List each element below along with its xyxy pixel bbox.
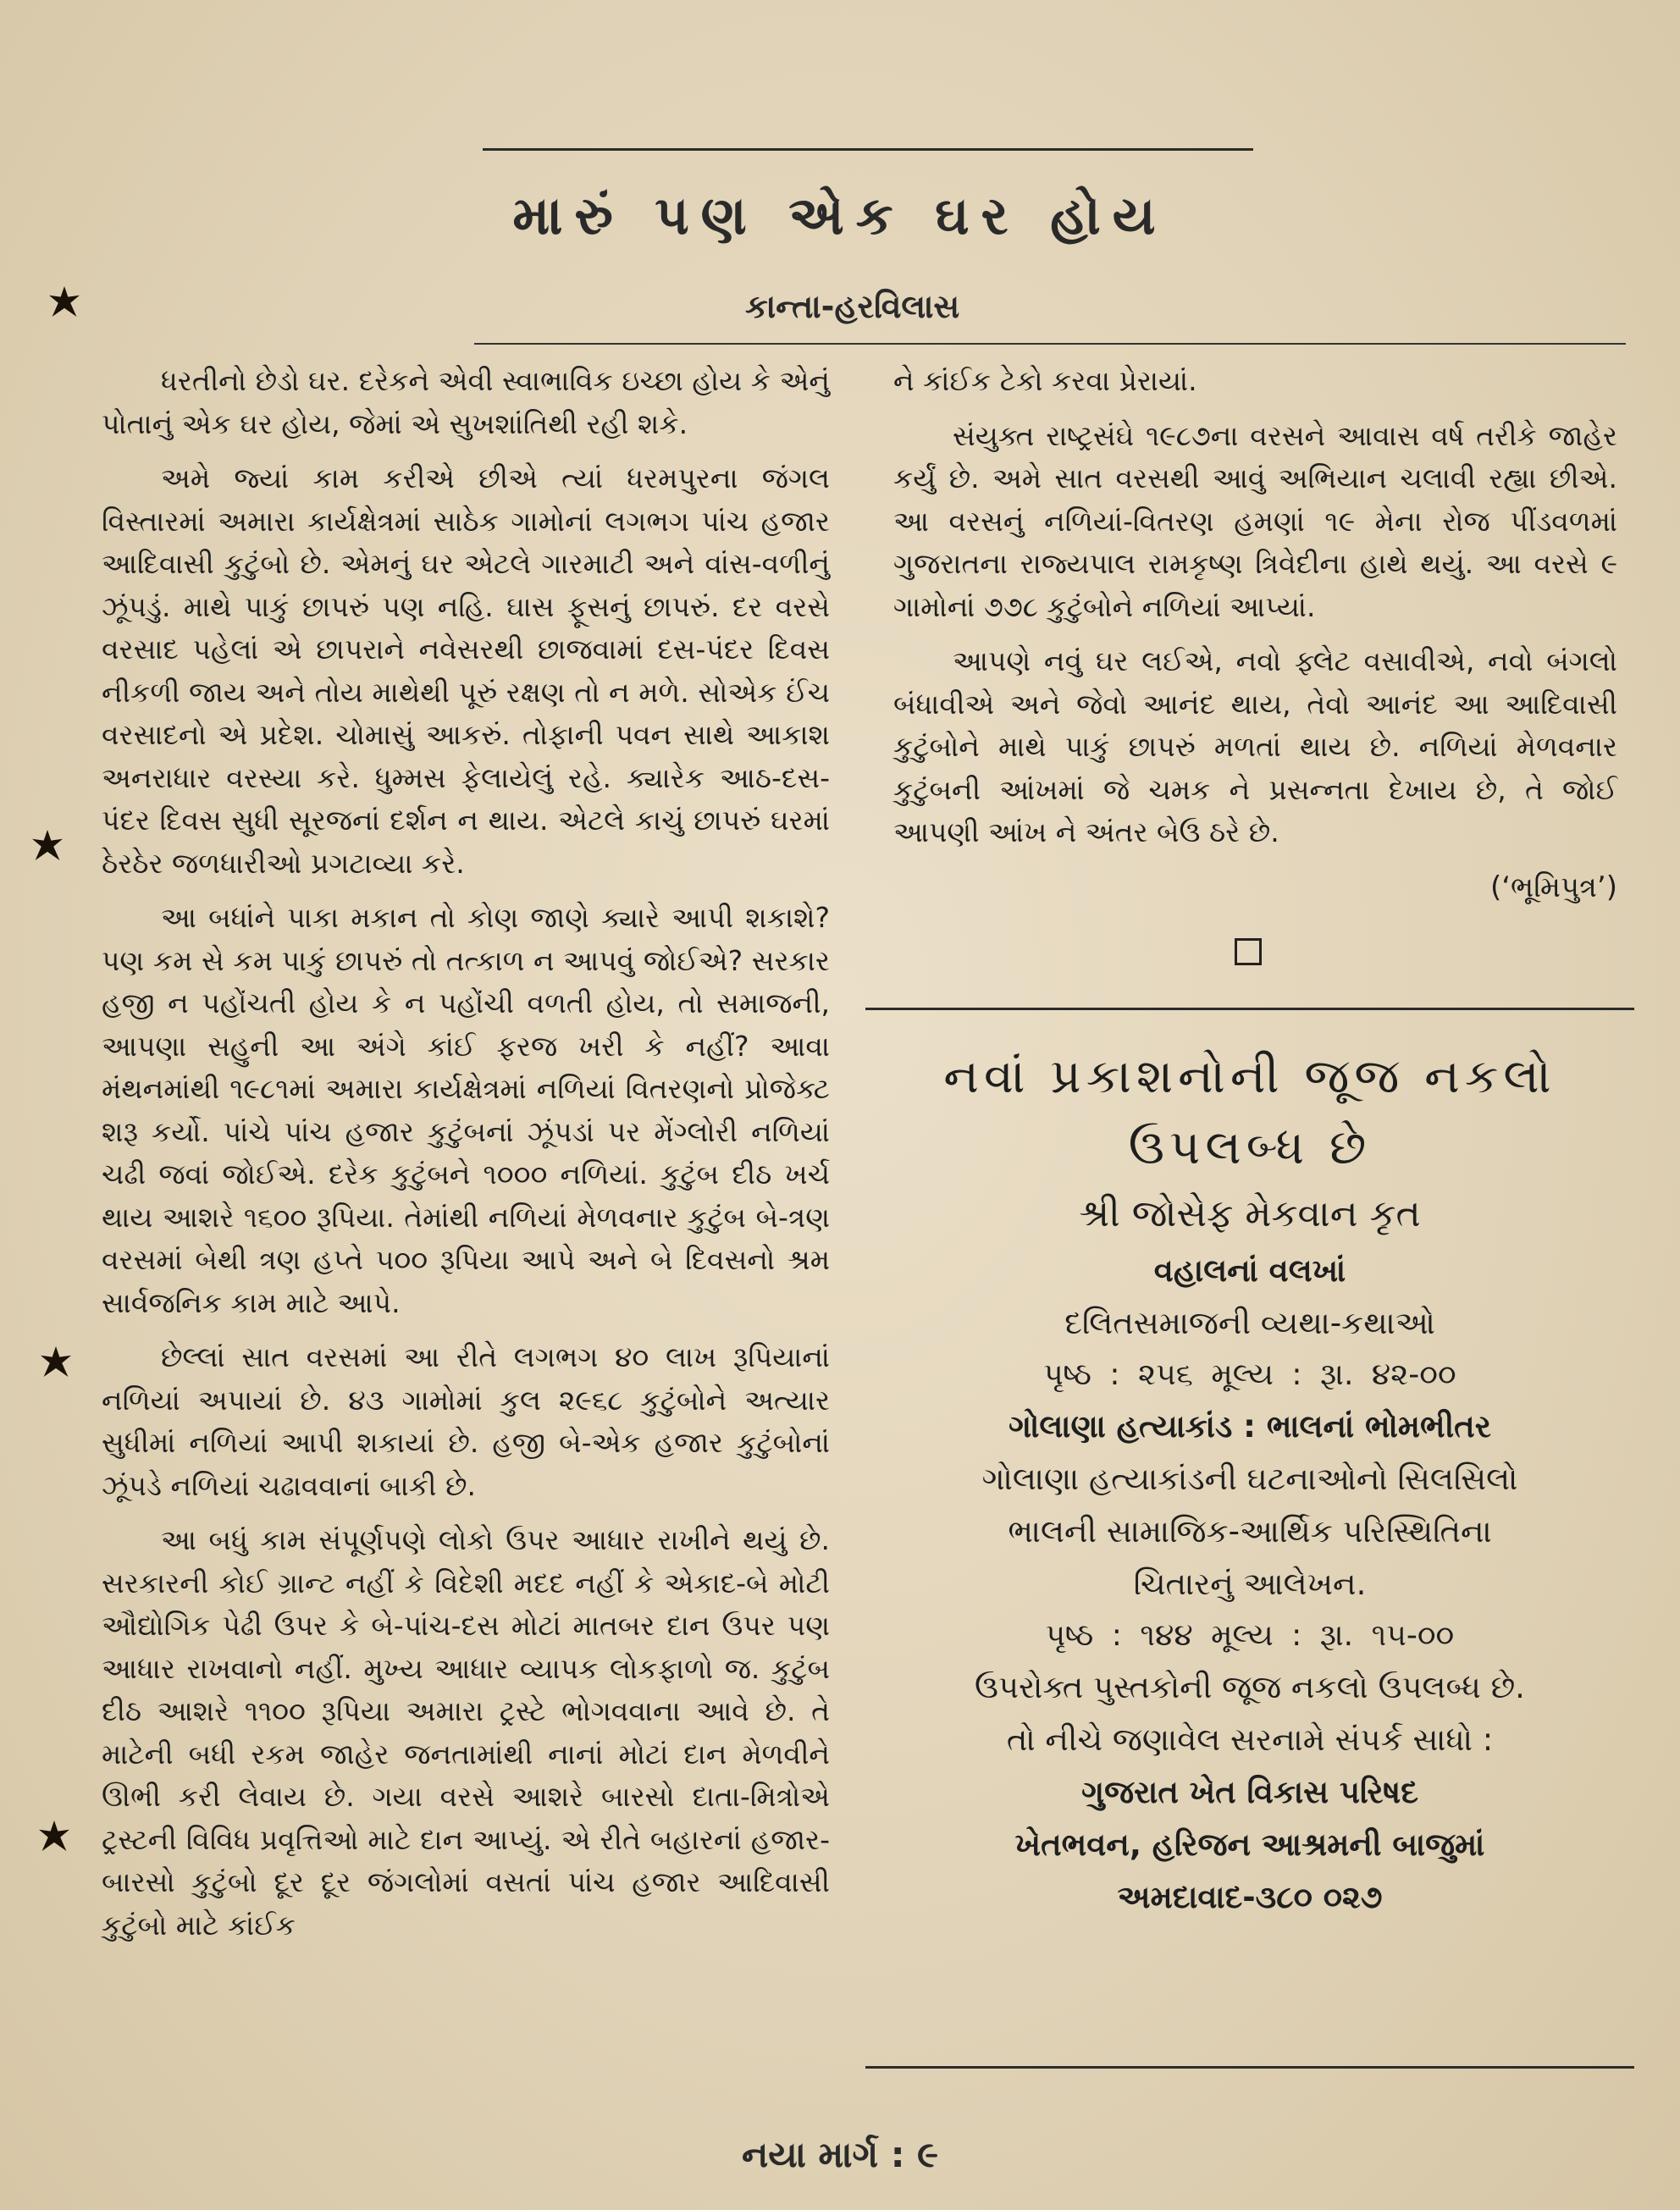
paragraph: ધરતીનો છેડો ઘર. દરેકને એવી સ્વાભાવિક ઇચ્છા હોય કે એનું પોતાનું એક ઘર હોય, જેમાં એ સુખશાંતિથી રહી શકે.	[102, 364, 830, 440]
ad-heading-line2: ઉપલબ્ધ છે	[1128, 1120, 1372, 1175]
ad-bottom-rule	[865, 2066, 1634, 2069]
paragraph: અમે જ્યાં કામ કરીએ છીએ ત્યાં ધરમપુરના જંગલ વિસ્તારમાં અમારા કાર્યક્ષેત્રમાં સાઠેક ગામોનાં લગભગ પાંચ હજાર આદિવાસી કુટુંબો છે. એમનું ઘર એટલે ગારમાટી અને વાંસ-વળીનું ઝૂંપડું. માથે પાકું છાપરું પણ નહિ. ઘાસ ફૂસનું છાપરું. દર વરસે વરસાદ પહેલાં એ છાપરાને નવેસરથી છાજવામાં દસ-પંદર દિવસ નીકળી જાય અને તોય માથેથી પૂરું રક્ષણ તો ન મળે. સોએક ઈંચ વરસાદનો એ પ્રદેશ. ચોમાસું આકરું. તોફાની પવન સાથે આકાશ અનરાધાર વરસ્યા કરે. ધુમ્મસ ફેલાયેલું રહે. ક્યારેક આઠ-દસ-પંદર દિવસ સુધી સૂરજનાં દર્શન ન થાય. એટલે કાચું છાપરું ઘરમાં ઠેરઠેર જળધારીઓ પ્રગટાવ્યા કરે.	[102, 461, 830, 880]
book2-title: ગોલાણા હત્યાકાંડ : ભાલનાં ભોમભીતર	[1009, 1408, 1491, 1445]
organization-name: ગુજરાત ખેત વિકાસ પરિષદ	[1081, 1774, 1418, 1810]
left-column	[102, 360, 830, 1959]
paragraph: આ બધું કામ સંપૂર્ણપણે લોકો ઉપર આધાર રાખીને થયું છે. સરકારની કોઈ ગ્રાન્ટ નહીં કે વિદેશી મદદ નહીં કે એકાદ-બે મોટી ઔદ્યોગિક પેઢી ઉપર કે બે-પાંચ-દસ મોટાં માતબર દાન ઉપર પણ આધાર રાખવાનો નહીં. મુખ્ય આધાર વ્યાપક લોકફાળો જ. કુટુંબ દીઠ આશરે ૧૧૦૦ રૂપિયા અમારા ટ્રસ્ટે ભોગવવાના આવે છે. તે માટેની બધી રકમ જાહેર જનતામાંથી નાનાં મોટાં દાન મેળવીને ઊભી કરી લેવાય છે. ગયા વરસે આશરે બારસો દાતા-મિત્રોએ ટ્રસ્ટની વિવિધ પ્રવૃત્તિઓ માટે દાન આપ્યું. એ રીતે બહારનાં હજાર-બારસો કુટુંબો દૂર દૂર જંગલોમાં વસતાં પાંચ હજાર આદિવાસી કુટુંબો માટે કાંઈક	[102, 1523, 830, 1942]
book1-author: શ્રી જોસેફ મેકવાન કૃત	[1079, 1192, 1421, 1235]
author-rule	[474, 343, 1626, 345]
top-rule	[483, 148, 1253, 151]
organization-city: અમદાવાદ-૩૮૦ ૦૨૭	[1117, 1879, 1383, 1915]
paper-damage-mark	[39, 1820, 69, 1851]
article-title: મારું પણ એક ઘર હોય	[512, 185, 1168, 246]
availability-note: ઉપરોક્ત પુસ્તકોની જૂજ નકલો ઉપલબ્ધ છે.	[975, 1669, 1525, 1705]
article-author: કાન્તા-હરવિલાસ	[745, 288, 960, 325]
paragraph: સંયુક્ત રાષ્ટ્રસંઘે ૧૯૮૭ના વરસને આવાસ વર્ષ તરીકે જાહેર કર્યું છે. અમે સાત વરસથી આવું અભિયાન ચલાવી રહ્યા છીએ. આ વરસનું નળિયાં-વિતરણ હમણાં ૧૯ મેના રોજ પીંડવળમાં ગુજરાતના રાજ્યપાલ રામકૃષ્ણ ત્રિવેદીના હાથે થયું. આ વરસે ૯ ગામોનાં ૭૭૮ કુટુંબોને નળિયાં આપ્યાં.	[893, 418, 1617, 623]
paper-damage-mark	[49, 286, 80, 317]
end-mark-square-icon	[1235, 938, 1262, 965]
paragraph: ને કાંઈક ટેકો કરવા પ્રેરાયાં.	[893, 364, 1197, 397]
book1-price: પૃષ્ઠ : ૨૫૬ મૂલ્ય : રૂા. ૪૨-૦૦	[1043, 1357, 1456, 1392]
book1-subtitle: દલિતસમાજની વ્યથા-કથાઓ	[1064, 1305, 1435, 1341]
book2-desc: ચિતારનું આલેખન.	[1133, 1566, 1367, 1602]
page-footer: નયા માર્ગ : ૯	[741, 2134, 939, 2175]
book2-price: પૃષ્ઠ : ૧૪૪ મૂલ્ય : રૂા. ૧૫-૦૦	[1045, 1618, 1455, 1653]
paragraph: છેલ્લાં સાત વરસમાં આ રીતે લગભગ ૪૦ લાખ રૂપિયાનાં નળિયાં અપાયાં છે. ૪૩ ગામોમાં કુલ ૨૯૬૮ કુટુંબોને અત્યાર સુધીમાં નળિયાં આપી શકાયાં છે. હજી બે-એક હજાર કુટુંબોનાં ઝૂંપડે નળિયાં ચઢાવવાનાં બાકી છે.	[102, 1340, 830, 1502]
book2-desc: ભાલની સામાજિક-આર્થિક પરિસ્થિતિના	[1008, 1513, 1492, 1550]
right-column	[893, 360, 1617, 909]
article-source: (‘ભૂમિપુત્ર’)	[1489, 870, 1617, 904]
book1-title: વહાલનાં વલખાં	[1153, 1252, 1346, 1289]
ad-top-rule	[865, 1008, 1634, 1010]
paragraph: આપણે નવું ઘર લઈએ, નવો ફ્લેટ વસાવીએ, નવો બંગલો બંધાવીએ અને જેવો આનંદ થાય, તેવો આનંદ આ આદિવાસી કુટુંબોને માથે પાકું છાપરું મળતાં થાય છે. નળિયાં મેળવનાર કુટુંબની આંખમાં જે ચમક ને પ્રસન્નતા દેખાય છે, તે જોઈ આપણી આંખ ને અંતર બેઉ ઠરે છે.	[893, 644, 1617, 848]
paper-damage-mark	[41, 1346, 71, 1377]
contact-note: તો નીચે જણાવેલ સરનામે સંપર્ક સાધો :	[1006, 1721, 1494, 1758]
ad-heading: નવાં પ્રકાશનોની જૂજ નકલો	[943, 1049, 1556, 1104]
publications-ad	[865, 1041, 1634, 1924]
book2-desc: ગોલાણા હત્યાકાંડની ઘટનાઓનો સિલસિલો	[981, 1461, 1518, 1497]
paragraph: આ બધાંને પાકા મકાન તો કોણ જાણે ક્યારે આપી શકાશે? પણ કમ સે કમ પાકું છાપરું તો તત્કાળ ન આપવું જોઈએ? સરકાર હજી ન પહોંચતી હોય કે ન પહોંચી વળતી હોય, તો સમાજની, આપણા સહુની આ અંગે કાંઈ ફરજ ખરી કે નહીં? આવા મંથનમાંથી ૧૯૮૧માં અમારા કાર્યક્ષેત્રમાં નળિયાં વિતરણનો પ્રોજેક્ટ શરૂ કર્યો. પાંચે પાંચ હજાર કુટુંબનાં ઝૂંપડાં પર મેંગ્લોરી નળિયાં ચઢી જવાં જોઈએ. દરેક કુટુંબને ૧૦૦૦ નળિયાં. કુટુંબ દીઠ ખર્ચ થાય આશરે ૧૬૦૦ રૂપિયા. તેમાંથી નળિયાં મેળવનાર કુટુંબ બે-ત્રણ વરસમાં બેથી ત્રણ હપ્તે ૫૦૦ રૂપિયા આપે અને બે દિવસનો શ્રમ સાર્વજનિક કામ માટે આપે.	[102, 901, 830, 1319]
organization-address: ખેતભવન, હરિજન આશ્રમની બાજુમાં	[1014, 1826, 1485, 1863]
paper-damage-mark	[32, 830, 63, 860]
